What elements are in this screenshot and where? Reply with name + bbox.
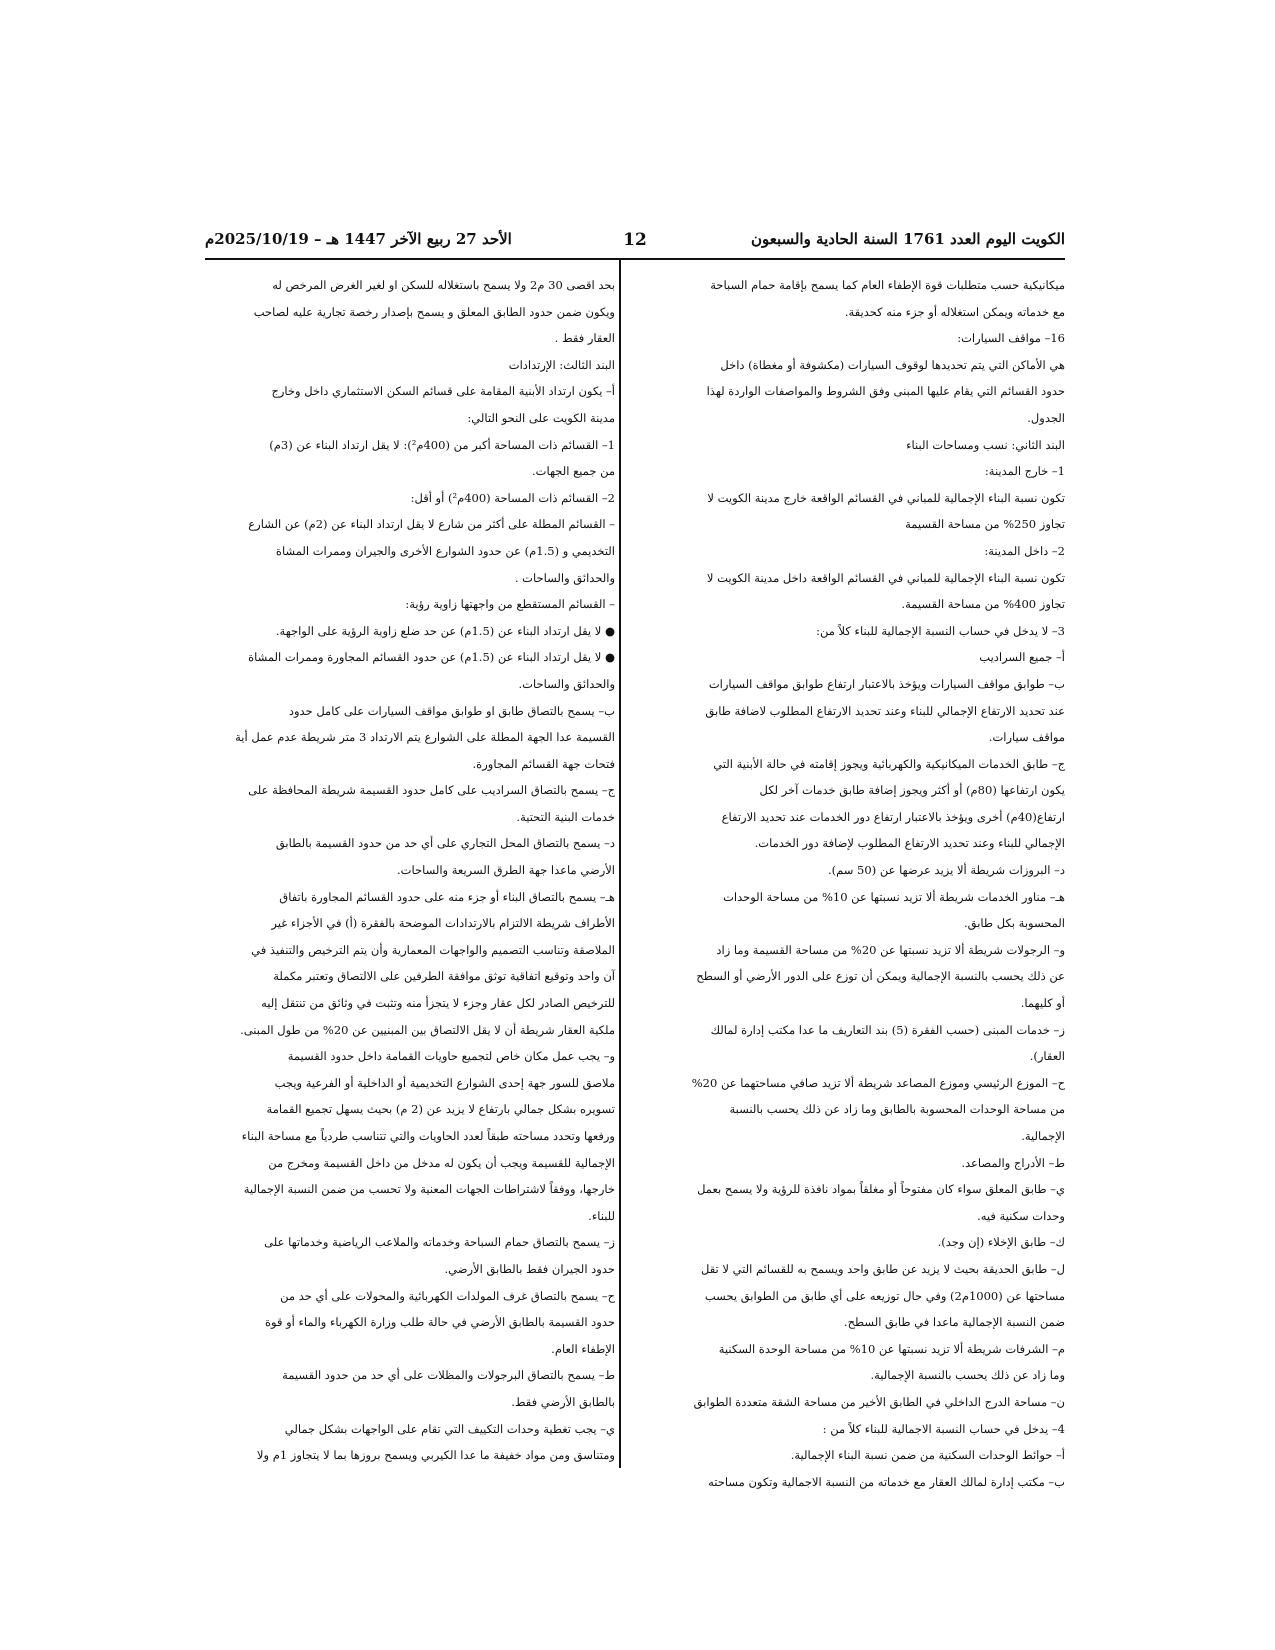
- text-line: تكون نسبة البناء الإجمالية للمباني في القسائم الواقعة داخل مدينة الكويت لا: [706, 570, 1065, 585]
- text-line: حدود القسيمة بالطابق الأرضي في حالة طلب وزارة الكهرباء والماء أو قوة: [264, 1315, 615, 1330]
- text-line: التخديمي و (1.5م) عن حدود الشوارع الأخرى والجيران وممرات المشاة: [275, 543, 615, 558]
- text-line: أ– يكون ارتداد الأبنية المقامة على قسائم السكن الاستثماري داخل وخارج: [271, 384, 615, 399]
- text-line: والحدائق والساحات.: [518, 676, 615, 691]
- text-line: العقار).: [1029, 1049, 1065, 1064]
- text-line: – القسائم المستقطع من واجهتها زاوية رؤية:: [405, 597, 615, 612]
- text-line: 16– مواقف السيارات:: [957, 331, 1065, 346]
- text-line: مدينة الكويت على النحو التالي:: [467, 410, 615, 425]
- text-line: ب– مكتب إدارة لمالك العقار مع خدماته من النسبة الاجمالية وتكون مساحته: [708, 1474, 1065, 1489]
- text-line: من مساحة الوحدات المحسوبة بالطابق وما زاد عن ذلك يحسب بالنسبة: [729, 1102, 1065, 1117]
- text-line: ي– يجب تغطية وحدات التكييف التي تقام على الواجهات بشكل جمالي: [284, 1421, 615, 1436]
- text-line: ح– يسمح بالتصاق غرف المولدات الكهربائية والمحولات على أي حد من: [280, 1288, 615, 1303]
- text-line: فتحات جهة القسائم المجاورة.: [472, 756, 615, 771]
- text-line: عند تحديد الارتفاع الإجمالي للبناء وعند تحديد الارتفاع المطلوب لاضافة طابق: [705, 703, 1065, 718]
- page-header: [205, 228, 1065, 260]
- left-column: [205, 272, 615, 1467]
- text-line: هـ– يسمح بالتصاق البناء أو جزء منه على حدود القسائم المجاورة باتفاق: [279, 889, 615, 904]
- text-line: ضمن النسبة الإجمالية ماعدا في طابق السطح.: [843, 1315, 1065, 1330]
- text-line: المحسوبة بكل طابق.: [963, 916, 1065, 931]
- text-line: ز– يسمح بالتصاق حمام السباحة وخدماته والملاعب الرياضية وخدماتها على: [264, 1235, 615, 1250]
- text-line: م– الشرفات شريطة ألا تزيد نسبتها عن 10% من مساحة الوحدة السكنية: [718, 1341, 1065, 1356]
- text-line: أو كليهما.: [1020, 996, 1065, 1011]
- text-line: ز– خدمات المبنى (حسب الفقرة (5) بند التعاريف ما عدا مكتب إدارة لمالك: [710, 1022, 1065, 1037]
- text-line: و– الرجولات شريطة ألا تزيد نسبتها عن 20% من مساحة القسيمة وما زاد: [716, 942, 1065, 957]
- text-line: – القسائم المطلة على أكثر من شارع لا يقل ارتداد البناء عن (2م) عن الشارع: [248, 517, 615, 532]
- text-line: آن واحد وتوقيع اتفاقية توثق موافقة الطرفين على الالتصاق وتعتبر مكملة: [273, 969, 615, 984]
- text-line: ● لا يقل ارتداد البناء عن (1.5م) عن حدود القسائم المجاورة وممرات المشاة: [248, 650, 615, 665]
- text-line: تجاوز 400% من مساحة القسيمة.: [901, 597, 1065, 612]
- text-line: 4– يدخل في حساب النسبة الاجمالية للبناء كلاً من :: [822, 1421, 1065, 1436]
- text-line: للبناء.: [588, 1208, 615, 1223]
- page-number: 12: [623, 230, 647, 250]
- text-line: 2– داخل المدينة:: [984, 543, 1065, 558]
- text-line: يكون ارتفاعها (80م) أو أكثر ويجوز إضافة طابق خدمات آخر لكل: [759, 783, 1065, 798]
- text-line: تجاوز 250% من مساحة القسيمة: [905, 517, 1065, 532]
- text-line: ورفعها وتحدد مساحته طبقاً لعدد الحاويات والتي تتناسب طردياً مع مساحة البناء: [241, 1129, 615, 1143]
- text-line: الإجمالية للقسيمة ويجب أن يكون له مدخل من داخل القسيمة ومخرج من: [268, 1155, 615, 1170]
- text-line: ك– طابق الإخلاء (إن وجد).: [937, 1235, 1065, 1250]
- text-line: ارتفاع(40م) أخرى ويؤخذ بالاعتبار ارتفاع دور الخدمات عند تحديد الارتفاع: [721, 809, 1065, 824]
- issue-date: الأحد 27 ربيع الآخر 1447 هـ – 2025/10/19م: [205, 230, 512, 248]
- text-line: د– البروزات شريطة ألا يزيد عرضها عن (50 سم).: [827, 863, 1065, 878]
- text-line: وحدات سكنية فيه.: [977, 1208, 1065, 1223]
- text-line: ج– يسمح بالتصاق السراديب على كامل حدود القسيمة شريطة المحافظة على: [248, 783, 615, 798]
- text-line: حدود الجيران فقط بالطابق الأرضي.: [444, 1261, 615, 1276]
- text-line: تكون نسبة البناء الإجمالية للمباني في القسائم الواقعة خارج مدينة الكويت لا: [707, 490, 1065, 505]
- text-line: ج– طابق الخدمات الميكانيكية والكهربائية ويجوز إقامته في حالة الأبنية التي: [713, 756, 1065, 771]
- text-line: هـ– مناور الخدمات شريطة ألا تزيد نسبتها عن 10% من مساحة الوحدات: [723, 889, 1065, 904]
- text-line: الإجمالي للبناء وعند تحديد الارتفاع المطلوب لإضافة دور الخدمات.: [754, 836, 1065, 851]
- text-line: ● لا يقل ارتداد البناء عن (1.5م) عن حد ضلع زاوية الرؤية على الواجهة.: [275, 623, 615, 638]
- text-line: ملكية العقار شريطة أن لا يقل الالتصاق بين المبنيين عن 20% من طول المبنى.: [240, 1022, 615, 1037]
- text-line: الأرضي ماعدا جهة الطرق السريعة والساحات.: [397, 863, 615, 878]
- text-line: البند الثالث: الإرتدادات: [508, 357, 615, 372]
- text-line: د– يسمح بالتصاق المحل التجاري على أي حد من حدود القسيمة بالطابق: [275, 836, 615, 851]
- text-line: القسيمة عدا الجهة المطلة على الشوارع يتم الارتداد 3 متر شريطة عدم عمل أية: [235, 730, 615, 745]
- text-line: حدود القسائم التي يقام عليها المبنى وفق الشروط والمواصفات الواردة لهذا: [706, 384, 1065, 399]
- text-line: 2– القسائم ذات المساحة (400م²) أو أقل:: [410, 490, 615, 505]
- text-line: خدمات البنية التحتية.: [516, 809, 615, 824]
- text-line: مع خدماته ويمكن استغلاله أو جزء منه كحديقة.: [844, 304, 1065, 319]
- text-line: تسويره بشكل جمالي بارتفاع لا يزيد عن (2 م) بحيث يسهل تجميع القمامة: [266, 1102, 615, 1117]
- text-line: ب– طوابق مواقف السيارات ويؤخذ بالاعتبار ارتفاع طوابق مواقف السيارات: [708, 676, 1065, 691]
- text-line: ط– الأدراج والمصاعد.: [961, 1155, 1065, 1170]
- text-line: و– يجب عمل مكان خاص لتجميع حاويات القمامة داخل حدود القسيمة: [287, 1049, 615, 1064]
- text-line: ح– الموزع الرئيسي وموزع المصاعد شريطة ألا تزيد صافي مساحتهما عن 20%: [691, 1075, 1065, 1090]
- text-line: 3– لا يدخل في حساب النسبة الإجمالية للبناء كلاً من:: [816, 623, 1065, 638]
- text-line: ي– طابق المعلق سواء كان مفتوحاً أو مغلقاً بمواد نافذة للرؤية ولا يسمح بعمل: [697, 1182, 1065, 1197]
- text-line: ومتناسق ومن مواد خفيفة ما عدا الكيربي ويسمح بروزها بما لا يتجاوز 1م ولا: [256, 1448, 615, 1463]
- text-line: من جميع الجهات.: [532, 464, 615, 479]
- text-line: ملاصق للسور جهة إحدى الشوارع التخديمية أو الداخلية أو الفرعية ويجب: [274, 1075, 615, 1090]
- text-line: عن ذلك يحسب بالنسبة الإجمالية ويمكن أن توزع على الدور الأرضي أو السطح: [696, 969, 1065, 984]
- text-line: ب– يسمح بالتصاق طابق او طوابق مواقف السيارات على كامل حدود: [288, 703, 615, 718]
- text-line: والحدائق والساحات .: [514, 570, 615, 585]
- text-line: مساحتها عن (1000م2) وفي حال توزيعه على أي طابق من الطوابق يحسب: [704, 1288, 1065, 1303]
- text-line: بالطابق الأرضي فقط.: [511, 1394, 615, 1409]
- text-line: ويكون ضمن حدود الطابق المعلق و يسمح بإصدار رخصة تجارية عليه لصاحب: [253, 304, 615, 319]
- text-line: مواقف سيارات.: [988, 730, 1065, 745]
- text-line: وما زاد عن ذلك يحسب بالنسبة الإجمالية.: [870, 1368, 1065, 1383]
- text-line: 1– خارج المدينة:: [984, 464, 1065, 479]
- text-line: هي الأماكن التي يتم تحديدها لوقوف السيارات (مكشوفة أو مغطاة) داخل: [720, 357, 1065, 372]
- text-line: أ– حوائط الوحدات السكنية من ضمن نسبة البناء الإجمالية.: [790, 1448, 1065, 1463]
- text-line: الجدول.: [1027, 410, 1065, 425]
- text-line: العقار فقط .: [554, 331, 615, 346]
- text-line: 1– القسائم ذات المساحة أكبر من (400م²): لا يقل ارتداد البناء عن (3م): [269, 437, 615, 452]
- text-line: ميكانيكية حسب متطلبات قوة الإطفاء العام كما يسمح بإقامة حمام السباحة: [710, 278, 1065, 292]
- text-line: بحد اقصى 30 م2 ولا يسمح باستغلاله للسكن او لغير الغرض المرخص له: [272, 278, 615, 292]
- text-line: ن– مساحة الدرج الداخلي في الطابق الأخير من مساحة الشقة متعددة الطوابق: [693, 1394, 1065, 1409]
- column-divider: [619, 258, 621, 1468]
- text-line: الإطفاء العام.: [551, 1341, 615, 1356]
- text-line: الإجمالية.: [1021, 1129, 1065, 1143]
- text-line: خارجها، ووفقاً لاشتراطات الجهات المعنية ولا تحسب من ضمن النسبة الإجمالية: [243, 1182, 615, 1197]
- right-column: [630, 272, 1065, 1489]
- text-line: البند الثاني: نسب ومساحات البناء: [906, 437, 1065, 452]
- text-line: أ– جميع السراديب: [979, 650, 1065, 665]
- text-line: الملاصقة وتناسب التصميم والواجهات المعمارية وأن يتم الترخيص والتنفيذ في: [251, 942, 615, 957]
- text-line: ط– يسمح بالتصاق البرجولات والمظلات على أي حد من حدود القسيمة: [282, 1368, 615, 1383]
- text-line: للترخيص الصادر لكل عقار وجزء لا يتجزأ منه وتثبت في وثائق من تنتقل إليه: [261, 996, 615, 1011]
- publication-title: الكويت اليوم العدد 1761 السنة الحادية والسبعون: [750, 230, 1065, 248]
- text-line: الأطراف شريطة الالتزام بالارتدادات الموضحة بالفقرة (أ) في الأجزاء غير: [271, 916, 615, 931]
- text-line: ل– طابق الحديقة بحيث لا يزيد عن طابق واحد ويسمح به للقسائم التي لا تقل: [701, 1261, 1065, 1276]
